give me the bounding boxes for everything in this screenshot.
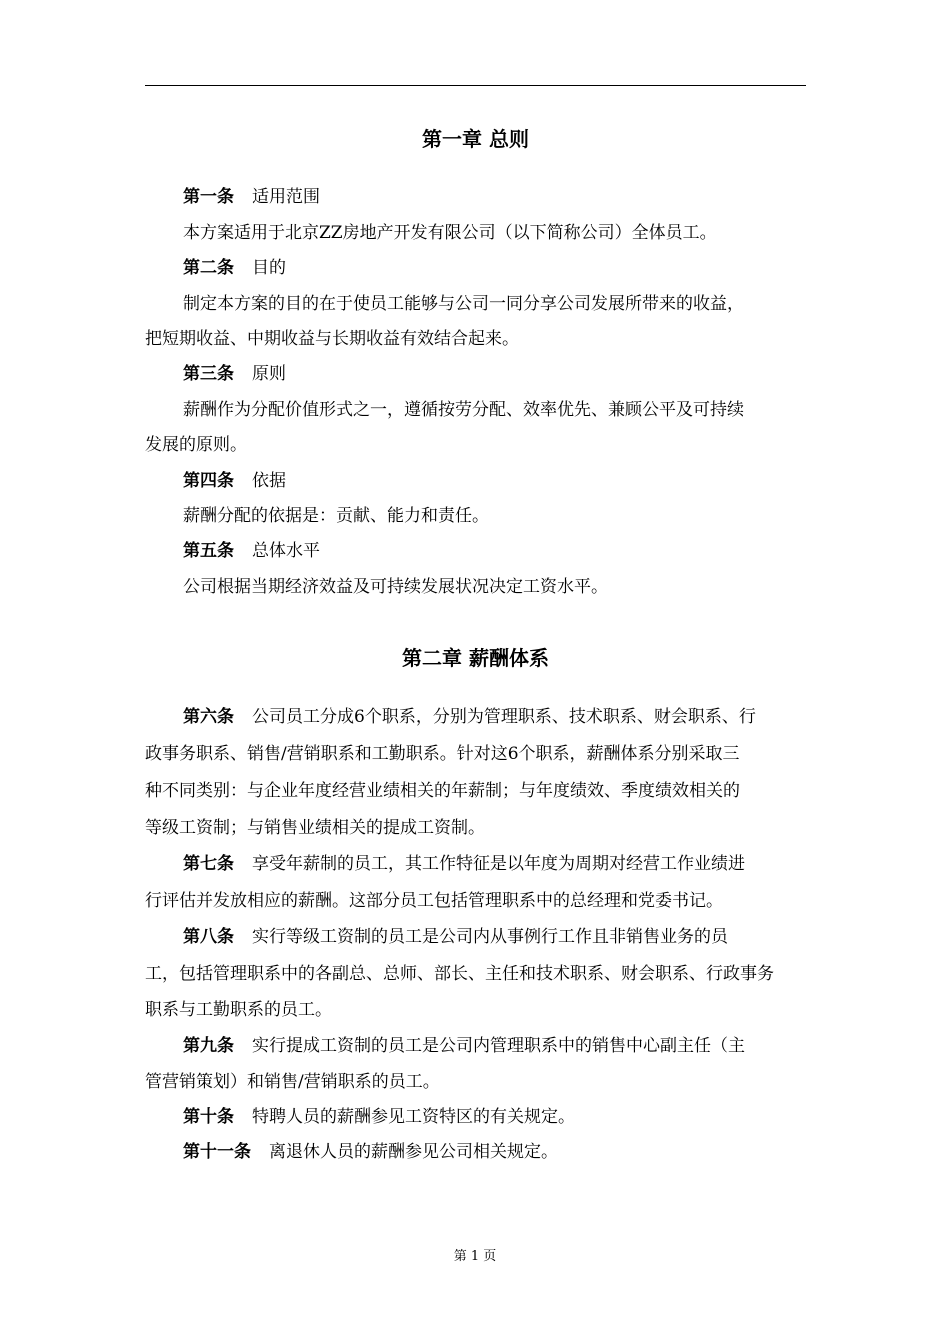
chapter-1-title: 第一章 总则 bbox=[422, 127, 529, 151]
article-title: 适用范围 bbox=[252, 187, 320, 207]
article-3-heading bbox=[145, 357, 806, 392]
article-1-heading bbox=[145, 180, 806, 215]
article-label: 第二条 bbox=[183, 258, 234, 278]
article-title: 依据 bbox=[252, 471, 286, 491]
article-6-line-2: 政事务职系、销售/营销职系和工勤职系。针对这6个职系，薪酬体系分别采取三 bbox=[145, 744, 740, 764]
article-label: 第四条 bbox=[183, 471, 234, 491]
article-5-text: 公司根据当期经济效益及可持续发展状况决定工资水平。 bbox=[183, 577, 608, 597]
article-label: 第一条 bbox=[183, 187, 234, 207]
article-text: 实行提成工资制的员工是公司内管理职系中的销售中心副主任（主 bbox=[252, 1036, 745, 1056]
chapter-2-title: 第二章 薪酬体系 bbox=[402, 646, 549, 670]
article-label: 第五条 bbox=[183, 541, 234, 561]
article-title: 总体水平 bbox=[252, 541, 320, 561]
article-7-line-1 bbox=[145, 847, 806, 882]
article-label: 第八条 bbox=[183, 927, 234, 947]
header-rule bbox=[145, 85, 806, 86]
article-2-text-line-1: 制定本方案的目的在于使员工能够与公司一同分享公司发展所带来的收益， bbox=[183, 294, 744, 314]
article-label: 第三条 bbox=[183, 364, 234, 384]
article-title: 目的 bbox=[252, 258, 286, 278]
article-3-text-line-2: 发展的原则。 bbox=[145, 435, 247, 455]
article-text: 享受年薪制的员工，其工作特征是以年度为周期对经营工作业绩进 bbox=[252, 854, 745, 874]
article-9-line-1 bbox=[145, 1029, 806, 1064]
article-2-heading bbox=[145, 251, 806, 286]
article-text: 公司员工分成6个职系，分别为管理职系、技术职系、财会职系、行 bbox=[252, 707, 756, 727]
article-4-heading bbox=[145, 464, 806, 499]
article-2-text-line-2: 把短期收益、中期收益与长期收益有效结合起来。 bbox=[145, 329, 519, 349]
article-8-line-2: 工，包括管理职系中的各副总、总师、部长、主任和技术职系、财会职系、行政事务 bbox=[145, 964, 774, 984]
page-number: 第 1 页 bbox=[453, 1249, 497, 1264]
article-8-line-1 bbox=[145, 920, 806, 955]
article-9-line-2: 管营销策划）和销售/营销职系的员工。 bbox=[145, 1072, 440, 1092]
article-6-line-1 bbox=[145, 700, 806, 735]
article-label: 第十条 bbox=[183, 1107, 234, 1127]
article-label: 第十一条 bbox=[183, 1142, 251, 1162]
article-11-line-1 bbox=[145, 1135, 806, 1170]
article-1-text: 本方案适用于北京ZZ房地产开发有限公司（以下简称公司）全体员工。 bbox=[183, 223, 717, 243]
article-label: 第七条 bbox=[183, 854, 234, 874]
article-10-line-1 bbox=[145, 1100, 806, 1135]
article-label: 第六条 bbox=[183, 707, 234, 727]
article-text: 离退休人员的薪酬参见公司相关规定。 bbox=[269, 1142, 558, 1162]
article-3-text-line-1: 薪酬作为分配价值形式之一，遵循按劳分配、效率优先、兼顾公平及可持续 bbox=[183, 400, 744, 420]
article-text: 实行等级工资制的员工是公司内从事例行工作且非销售业务的员 bbox=[252, 927, 728, 947]
article-6-line-4: 等级工资制；与销售业绩相关的提成工资制。 bbox=[145, 818, 485, 838]
article-7-line-2: 行评估并发放相应的薪酬。这部分员工包括管理职系中的总经理和党委书记。 bbox=[145, 891, 723, 911]
article-title: 原则 bbox=[252, 364, 286, 384]
article-label: 第九条 bbox=[183, 1036, 234, 1056]
article-4-text: 薪酬分配的依据是：贡献、能力和责任。 bbox=[183, 506, 489, 526]
article-6-line-3: 种不同类别：与企业年度经营业绩相关的年薪制；与年度绩效、季度绩效相关的 bbox=[145, 781, 740, 801]
article-5-heading bbox=[145, 534, 806, 569]
article-8-line-3: 职系与工勤职系的员工。 bbox=[145, 1000, 332, 1020]
article-text: 特聘人员的薪酬参见工资特区的有关规定。 bbox=[252, 1107, 575, 1127]
